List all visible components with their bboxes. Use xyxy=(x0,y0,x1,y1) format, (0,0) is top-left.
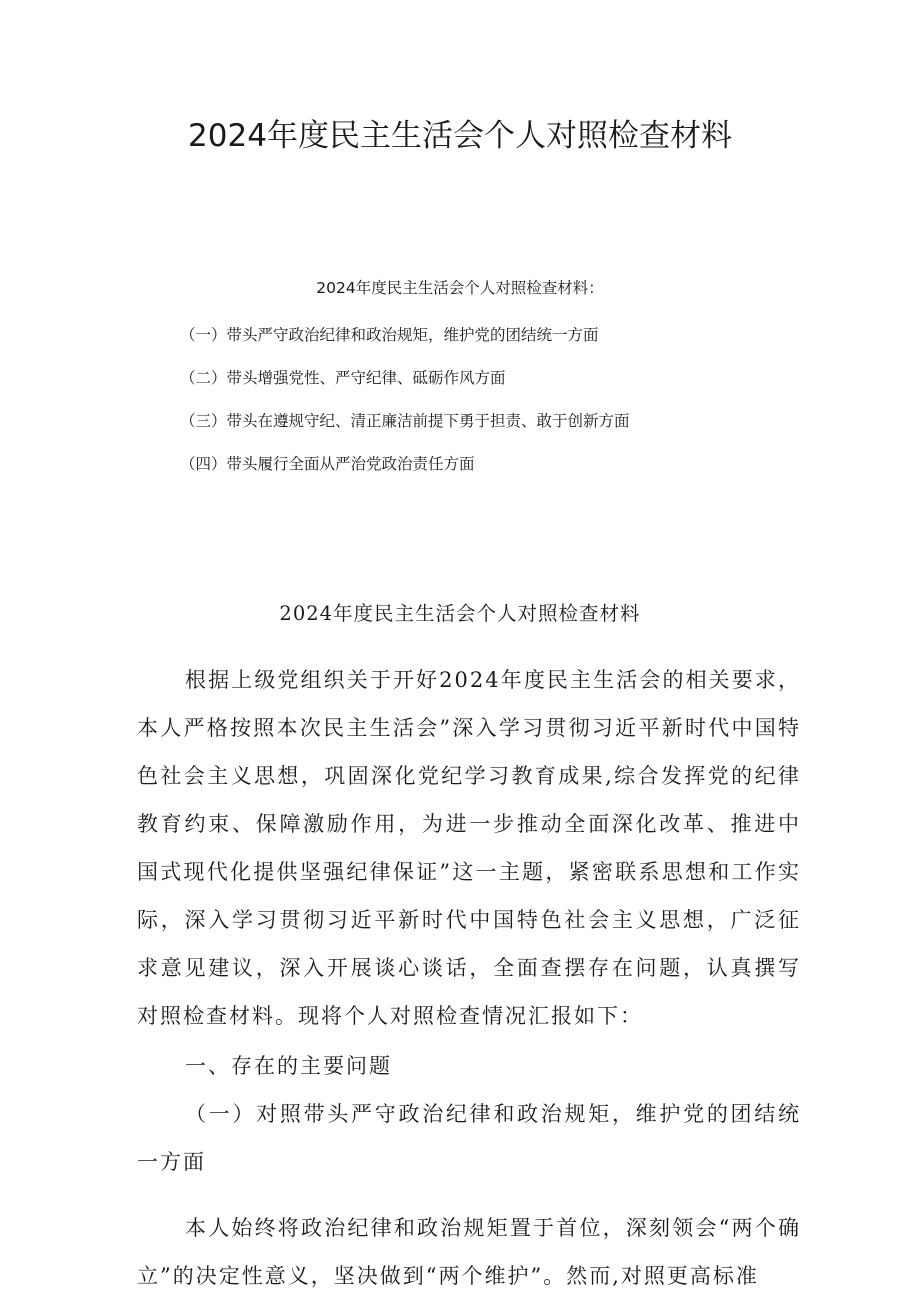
section-heading: 一、存在的主要问题 xyxy=(185,1054,392,1078)
body-paragraph: 本人始终将政治纪律和政治规矩置于首位，深刻领会“两个确立”的决定性意义，坚决做到“两个维护”。然而,对照更高标准 xyxy=(137,1216,801,1288)
document-title: 2024年度民主生活会个人对照检查材料 xyxy=(188,118,732,154)
intro-paragraph: 根据上级党组织关于开好2024年度民主生活会的相关要求，本人严格按照本次民主生活会”深入学习贯彻习近平新时代中国特色社会主义思想，巩固深化党纪学习教育成果,综合发挥党的纪律教育约束、保障激励作用，为进一步推动全面深化改革、推进中国式现代化提供坚强纪律保证”这一主题，紧密联系思想和工作实际，深入学习贯彻习近平新时代中国特色社会主义思想，广泛征求意见建议，深入开展谈心谈话，全面查摆存在问题，认真撰写对照检查材料。现将个人对照检查情况汇报如下： xyxy=(137,668,801,1028)
body-title: 2024年度民主生活会个人对照检查材料 xyxy=(279,602,641,625)
toc-item: （二）带头增强党性、严守纪律、砥砺作风方面 xyxy=(180,369,506,387)
toc-heading: 2024年度民主生活会个人对照检查材料： xyxy=(316,279,604,297)
toc-item: （四）带头履行全面从严治党政治责任方面 xyxy=(180,455,475,473)
toc-item: （三）带头在遵规守纪、清正廉洁前提下勇于担责、敢于创新方面 xyxy=(180,412,630,430)
toc-item: （一）带头严守政治纪律和政治规矩，维护党的团结统一方面 xyxy=(180,326,599,344)
subsection-heading: （一）对照带头严守政治纪律和政治规矩，维护党的团结统一方面 xyxy=(137,1102,801,1174)
toc-list xyxy=(180,322,780,494)
